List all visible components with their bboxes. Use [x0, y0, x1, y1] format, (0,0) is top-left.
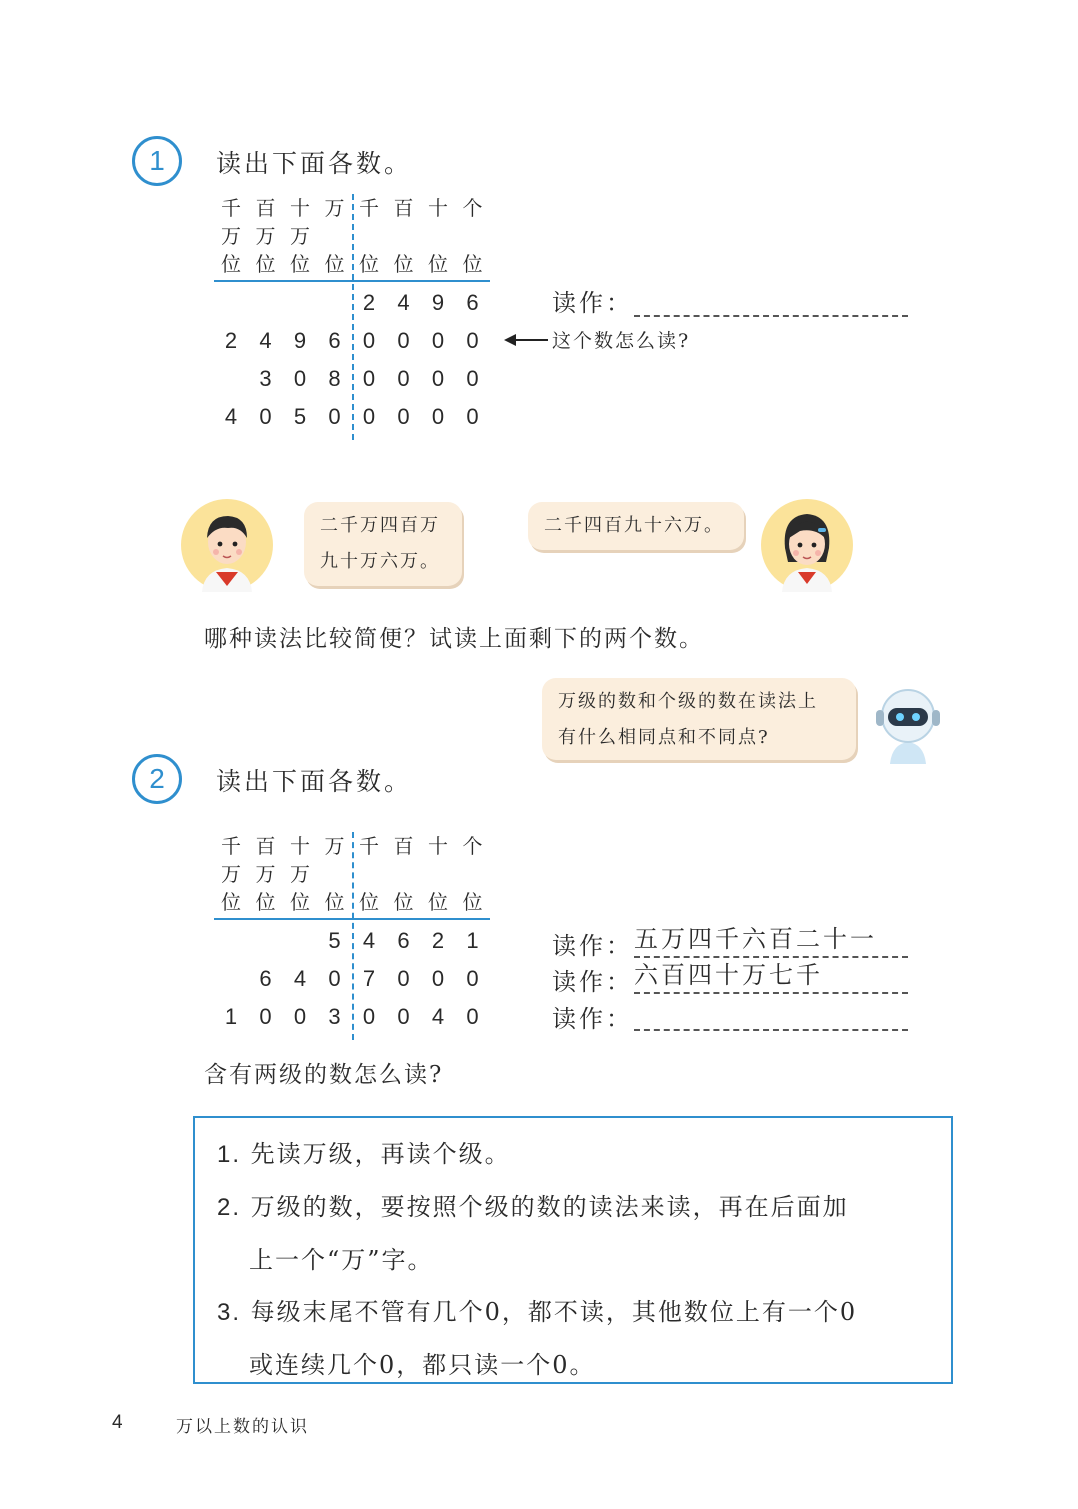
- table1-digit-r4-c8: 0: [466, 404, 479, 429]
- table1-header-3-1: 位: [221, 252, 241, 276]
- table2-header-3-6: 位: [393, 890, 414, 914]
- table1-digit-r3-c8: 0: [466, 366, 479, 391]
- table1-digit-r2-c3: 9: [293, 328, 307, 353]
- table1-header-1-1: 千: [221, 196, 241, 220]
- arrow-left-icon: [504, 330, 548, 354]
- rule-3-continued: 或连续几个0，都只读一个0。: [249, 1351, 596, 1379]
- table1-digit-r1-c6: 4: [397, 290, 410, 315]
- section-2-heading: 读出下面各数。: [216, 767, 413, 796]
- table1-header-3-4: 位: [324, 252, 345, 276]
- section-1-heading: 读出下面各数。: [216, 149, 413, 178]
- table1-digit-r3-c3: 0: [293, 366, 307, 391]
- table1-header-3-6: 位: [393, 252, 414, 276]
- robot-bubble-line2: 有什么相同点和不同点?: [558, 727, 770, 748]
- table1-digit-r2-c2: 4: [259, 328, 272, 353]
- read-label-1: 读作：: [552, 289, 633, 317]
- table2-digit-r3-c3: 0: [293, 1004, 307, 1029]
- section-1-badge: 1: [132, 136, 182, 186]
- table1-digit-r3-c7: 0: [431, 366, 445, 391]
- question-hint: 这个数怎么读?: [552, 330, 691, 352]
- table1-header-1-7: 十: [428, 196, 448, 220]
- table2-header-3-8: 位: [462, 890, 483, 914]
- table1-digit-r2-c6: 0: [397, 328, 410, 353]
- table1-header-3-7: 位: [428, 252, 448, 276]
- table1-digit-r2-c4: 6: [328, 328, 341, 353]
- table2-header-1-7: 十: [428, 834, 448, 858]
- table1-digit-r4-c7: 0: [431, 404, 445, 429]
- read-label-2b: 读作：: [552, 968, 633, 996]
- girl-speech-bubble: [528, 502, 744, 550]
- table2-digit-r1-c6: 6: [397, 928, 410, 953]
- girl-bubble-text: 二千四百九十六万。: [544, 515, 724, 536]
- comparison-prompt: 哪种读法比较简便？试读上面剩下的两个数。: [204, 626, 704, 652]
- table2-digit-r1-c7: 2: [431, 928, 445, 953]
- read-label-2c: 读作：: [552, 1005, 633, 1033]
- reading-rules-box: [193, 1116, 953, 1384]
- table2-header-1-5: 千: [359, 834, 379, 858]
- table2-header-2-3: 万: [290, 862, 310, 886]
- table1-digit-r3-c6: 0: [397, 366, 410, 391]
- table2-digit-r3-c4: 3: [328, 1004, 341, 1029]
- table1-header-3-5: 位: [359, 252, 379, 276]
- table2-digit-r3-c2: 0: [259, 1004, 272, 1029]
- answer-line-2c[interactable]: [634, 997, 908, 1031]
- chapter-title: 万以上数的认识: [176, 1417, 309, 1437]
- table2-header-1-2: 百: [255, 834, 276, 858]
- table2-digit-r2-c6: 0: [397, 966, 410, 991]
- table2-header-1-3: 十: [290, 834, 310, 858]
- table1-digit-r4-c1: 4: [224, 404, 238, 429]
- table1-digit-r1-c8: 6: [466, 290, 479, 315]
- rule-3: 3. 每级末尾不管有几个0，都不读，其他数位上有一个0: [217, 1298, 858, 1326]
- table2-digit-r2-c8: 0: [466, 966, 479, 991]
- table1-digit-r2-c1: 2: [224, 328, 238, 353]
- table1-digit-r1-c7: 9: [431, 290, 445, 315]
- page-number: 4: [112, 1412, 123, 1433]
- table2-header-1-8: 个: [462, 834, 483, 858]
- table2-level-divider: [352, 832, 354, 1040]
- table1-digit-r3-c5: 0: [362, 366, 376, 391]
- table1-header-2-1: 万: [221, 224, 241, 248]
- table1-digit-r3-c2: 3: [259, 366, 272, 391]
- table2-digit-r1-c4: 5: [328, 928, 341, 953]
- table2-digit-r3-c1: 1: [224, 1004, 238, 1029]
- girl-avatar: [760, 498, 854, 596]
- boy-avatar: [180, 498, 274, 596]
- answer-line-2b[interactable]: 六百四十万七千: [634, 960, 908, 994]
- table1-header-2-3: 万: [290, 224, 310, 248]
- place-value-table-1: [214, 194, 494, 444]
- table1-header-3-3: 位: [290, 252, 310, 276]
- table2-digit-r2-c2: 6: [259, 966, 272, 991]
- rule-1: 1. 先读万级，再读个级。: [217, 1140, 511, 1168]
- table1-digit-r4-c2: 0: [259, 404, 272, 429]
- table2-digit-r2-c5: 7: [362, 966, 376, 991]
- table1-digit-r4-c4: 0: [328, 404, 341, 429]
- boy-speech-bubble: [304, 502, 462, 586]
- answer-line-2a[interactable]: 五万四千六百二十一: [634, 924, 908, 958]
- table2-digit-r2-c4: 0: [328, 966, 341, 991]
- rule-2-continued: 上一个“万”字。: [249, 1246, 434, 1274]
- table1-header-1-3: 十: [290, 196, 310, 220]
- table1-header-1-5: 千: [359, 196, 379, 220]
- table2-header-3-4: 位: [324, 890, 345, 914]
- robot-bubble-line1: 万级的数和个级的数在读法上: [558, 691, 818, 712]
- table1-digit-r1-c5: 2: [362, 290, 376, 315]
- table2-header-2-2: 万: [255, 862, 276, 886]
- table1-header-3-2: 位: [255, 252, 276, 276]
- place-value-table-2: [214, 832, 494, 1042]
- table1-digit-r2-c5: 0: [362, 328, 376, 353]
- table2-header-2-1: 万: [221, 862, 241, 886]
- table1-digit-r4-c6: 0: [397, 404, 410, 429]
- table1-header-2-2: 万: [255, 224, 276, 248]
- table1-header-3-8: 位: [462, 252, 483, 276]
- table2-header-3-5: 位: [359, 890, 379, 914]
- table1-header-1-8: 个: [462, 196, 483, 220]
- two-level-question: 含有两级的数怎么读?: [204, 1062, 444, 1088]
- table1-digit-r4-c5: 0: [362, 404, 376, 429]
- table2-header-3-3: 位: [290, 890, 310, 914]
- table1-digit-r2-c7: 0: [431, 328, 445, 353]
- rule-2: 2. 万级的数，要按照个级的数的读法来读，再在后面加: [217, 1193, 849, 1221]
- table1-digit-r3-c4: 8: [328, 366, 341, 391]
- table2-header-1-1: 千: [221, 834, 241, 858]
- table2-header-1-6: 百: [393, 834, 414, 858]
- table1-level-divider: [352, 194, 354, 440]
- robot-avatar: [876, 686, 940, 768]
- section-2-badge: 2: [132, 754, 182, 804]
- table2-header-1-4: 万: [324, 834, 345, 858]
- table1-header-1-2: 百: [255, 196, 276, 220]
- read-label-2a: 读作：: [552, 932, 633, 960]
- table2-digit-r3-c8: 0: [466, 1004, 479, 1029]
- table2-digit-r1-c5: 4: [362, 928, 376, 953]
- table2-header-3-1: 位: [221, 890, 241, 914]
- table2-header-3-7: 位: [428, 890, 448, 914]
- table2-digit-r3-c6: 0: [397, 1004, 410, 1029]
- table2-digit-r3-c5: 0: [362, 1004, 376, 1029]
- table1-digit-r2-c8: 0: [466, 328, 479, 353]
- robot-speech-bubble: [542, 678, 856, 760]
- table2-header-3-2: 位: [255, 890, 276, 914]
- table2-digit-r1-c8: 1: [466, 928, 479, 953]
- table2-digit-r3-c7: 4: [431, 1004, 445, 1029]
- answer-line-1[interactable]: [634, 283, 908, 317]
- table1-header-1-4: 万: [324, 196, 345, 220]
- table1-digit-r4-c3: 5: [293, 404, 307, 429]
- boy-bubble-line2: 九十万六万。: [320, 551, 440, 572]
- table2-digit-r2-c7: 0: [431, 966, 445, 991]
- table1-header-1-6: 百: [393, 196, 414, 220]
- table2-digit-r2-c3: 4: [293, 966, 307, 991]
- boy-bubble-line1: 二千万四百万: [320, 515, 440, 536]
